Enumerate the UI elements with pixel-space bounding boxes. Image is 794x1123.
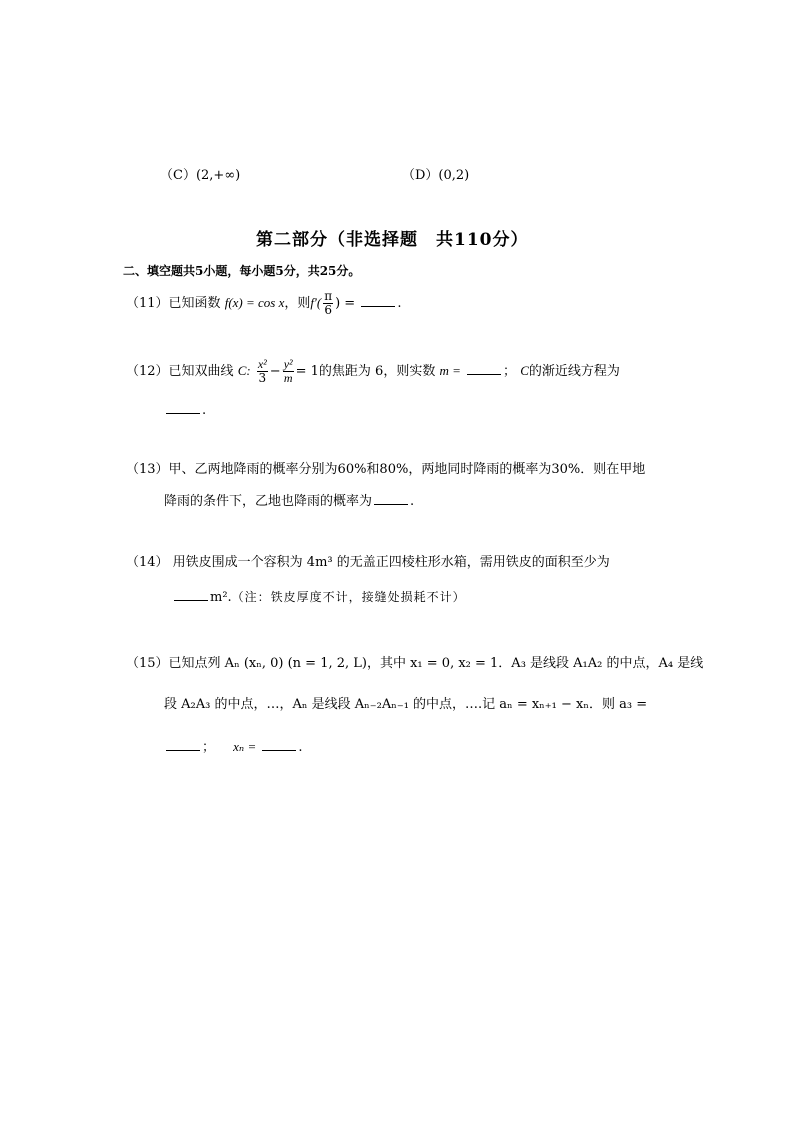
q13-end: . — [410, 494, 415, 509]
frac-numerator: π — [324, 289, 333, 303]
choice-d: （D）(0,2) — [402, 168, 470, 183]
section-heading: 二、填空题共5小题，每小题5分，共25分。 — [123, 264, 361, 278]
question-12 — [126, 358, 620, 385]
minus-sign: − — [269, 364, 281, 379]
separator: ； — [503, 364, 517, 379]
frac-denominator: 6 — [324, 303, 332, 317]
answer-blank[interactable] — [166, 739, 200, 751]
q11-fprime: f′( — [310, 295, 322, 310]
frac-denominator: m — [283, 371, 293, 385]
question-14-line2 — [172, 588, 466, 605]
q12-text1: 已知双曲线 — [168, 364, 234, 379]
answer-blank[interactable] — [262, 739, 296, 751]
q12-m-eq: m = — [439, 363, 461, 378]
q12-fraction-2 — [283, 358, 294, 385]
q14-note: （注：铁皮厚度不计，接缝处损耗不计） — [231, 590, 466, 604]
q14-unit: m². — [210, 590, 232, 605]
q11-close: ) = — [335, 296, 356, 311]
question-11 — [126, 290, 401, 317]
question-13-line1: （13）甲、乙两地降雨的概率分别为60%和80%，两地同时降雨的概率为30%．则在甲地 — [126, 462, 646, 477]
q11-mid: ，则 — [284, 296, 311, 311]
answer-blank[interactable] — [174, 589, 208, 601]
q12-text2: 的焦距为 6，则实数 — [318, 364, 436, 379]
q15-xn: xₙ = — [233, 739, 257, 754]
q13-text: 降雨的条件下，乙地也降雨的概率为 — [164, 494, 373, 509]
question-15-line2: 段 A₂A₃ 的中点，…，Aₙ 是线段 Aₙ₋₂Aₙ₋₁ 的中点，….记 aₙ = xₙ₊₁ − xₙ．则 a₃ = — [164, 697, 648, 712]
q12-fraction-1 — [257, 358, 268, 385]
question-14-line1: （14） 用铁皮围成一个容积为 4m³ 的无盖正四棱柱形水箱，需用铁皮的面积至少为 — [126, 555, 610, 570]
question-15-line3 — [164, 736, 303, 755]
part-title: 第二部分（非选择题 共110分） — [256, 230, 529, 250]
answer-blank[interactable] — [467, 363, 501, 375]
answer-blank[interactable] — [361, 295, 395, 307]
answer-blank[interactable] — [374, 493, 408, 505]
question-number: （11） — [126, 296, 169, 311]
question-12-line2 — [164, 402, 206, 418]
separator: ； — [202, 740, 216, 755]
q11-end: . — [397, 296, 402, 311]
q12-c-label: C: — [237, 363, 251, 378]
question-number: （12） — [126, 364, 169, 379]
frac-denominator: 3 — [258, 371, 267, 385]
question-15-line1: （15）已知点列 Aₙ (xₙ, 0) (n = 1, 2, L)，其中 x₁ = 0, x₂ = 1．A₃ 是线段 A₁A₂ 的中点，A₄ 是线 — [126, 656, 704, 671]
q12-end: . — [202, 403, 207, 418]
frac-numerator: y² — [283, 357, 293, 371]
frac-numerator: x² — [257, 357, 267, 371]
q12-text3: 的渐近线方程为 — [528, 364, 620, 379]
q11-text: 已知函数 — [168, 296, 221, 311]
q11-fraction — [323, 290, 333, 317]
q11-func: f(x) = cos x — [224, 295, 285, 310]
q12-c: C — [520, 363, 529, 378]
q12-eq: = 1 — [295, 364, 319, 379]
question-13-line2 — [164, 490, 414, 509]
answer-blank[interactable] — [166, 402, 200, 414]
choice-c: （C）(2,+∞) — [160, 168, 241, 183]
q15-end: . — [298, 740, 303, 755]
